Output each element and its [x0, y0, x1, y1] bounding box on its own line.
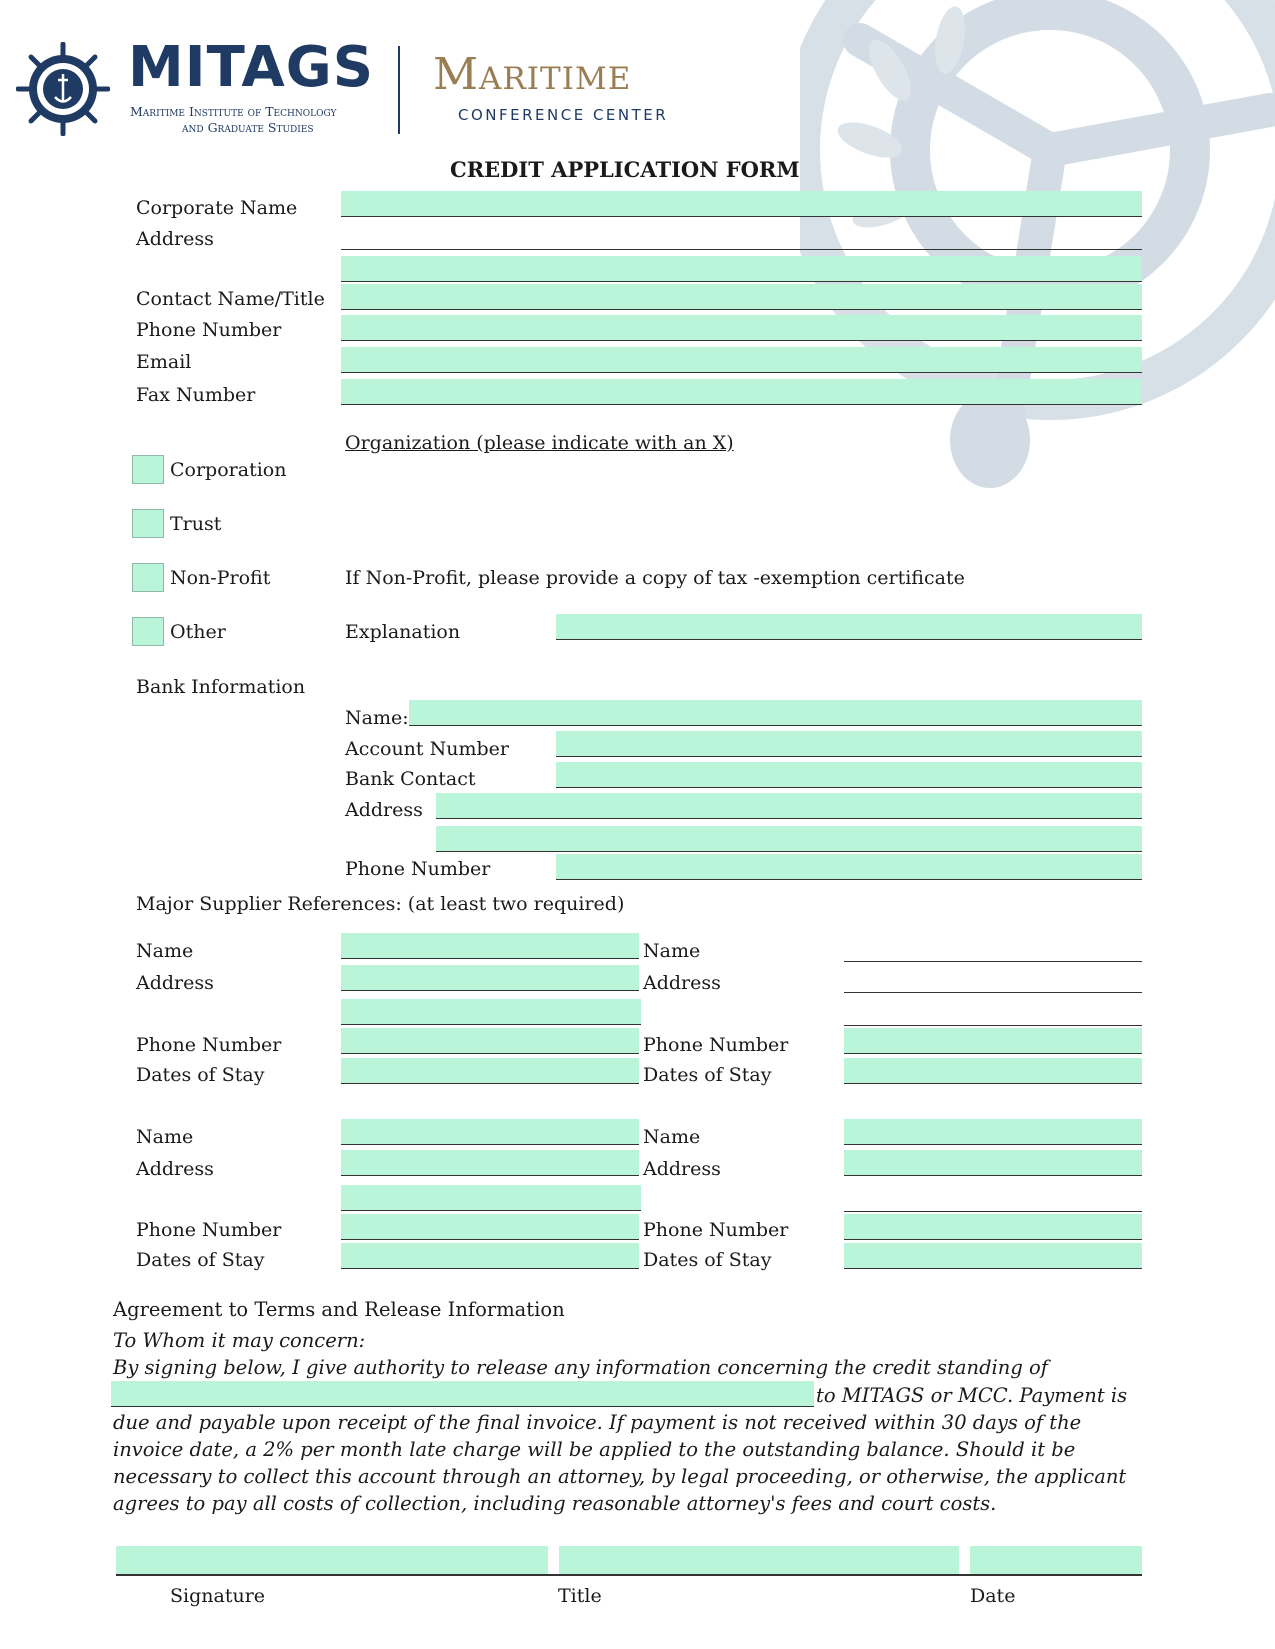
ref2-phone-field[interactable]: [844, 1028, 1142, 1054]
bank-name-label: Name:: [345, 707, 409, 729]
fax-field[interactable]: [341, 379, 1142, 405]
bank-address-field-2[interactable]: [436, 826, 1142, 852]
ref3-address-field-2[interactable]: [341, 1185, 641, 1211]
ref1-dates-label: Dates of Stay: [136, 1064, 265, 1086]
ref2-name-field[interactable]: [844, 936, 1142, 962]
fax-label: Fax Number: [136, 384, 256, 406]
ref2-address-field-2[interactable]: [844, 1000, 1142, 1026]
date-label: Date: [970, 1585, 1016, 1607]
account-number-field[interactable]: [556, 731, 1142, 757]
mitags-subtitle-1: Maritime Institute of Technology: [130, 104, 337, 119]
account-number-label: Account Number: [345, 738, 509, 760]
ref3-phone-label: Phone Number: [136, 1219, 282, 1241]
bank-phone-label: Phone Number: [345, 858, 491, 880]
bank-phone-field[interactable]: [556, 854, 1142, 880]
agreement-line-6: necessary to collect this account through an attorney, by legal proceeding, or otherwise, the applicant: [113, 1465, 1127, 1488]
agreement-line-2: By signing below, I give authority to release any information concerning the credit standing of: [113, 1356, 1048, 1379]
ref2-dates-field[interactable]: [844, 1058, 1142, 1084]
ref2-address-field-1[interactable]: [844, 967, 1142, 993]
ref1-address-label: Address: [136, 972, 214, 994]
email-label: Email: [136, 351, 192, 373]
ship-wheel-icon: [16, 42, 110, 136]
nonprofit-note: If Non-Profit, please provide a copy of tax -exemption certificate: [345, 567, 965, 589]
ref1-address-field-1[interactable]: [341, 965, 639, 991]
agreement-line-1: To Whom it may concern:: [113, 1329, 366, 1352]
ref4-dates-field[interactable]: [844, 1243, 1142, 1269]
ref4-address-field-2[interactable]: [844, 1186, 1142, 1212]
nonprofit-label: Non-Profit: [170, 567, 271, 589]
bank-contact-field[interactable]: [556, 762, 1142, 788]
title-field[interactable]: [559, 1546, 959, 1574]
form-title: CREDIT APPLICATION FORM: [450, 157, 800, 182]
ref2-address-label: Address: [643, 972, 721, 994]
contact-name-field[interactable]: [341, 284, 1142, 310]
contact-name-label: Contact Name/Title: [136, 288, 325, 310]
signature-line: [116, 1574, 1142, 1576]
ref3-name-field[interactable]: [341, 1119, 639, 1145]
suppliers-heading: Major Supplier References: (at least two required): [136, 893, 625, 915]
ref4-dates-label: Dates of Stay: [643, 1249, 772, 1271]
ref2-name-label: Name: [643, 940, 701, 962]
ref3-dates-label: Dates of Stay: [136, 1249, 265, 1271]
title-label: Title: [558, 1585, 602, 1607]
ref3-address-label: Address: [136, 1158, 214, 1180]
email-field[interactable]: [341, 347, 1142, 373]
bank-address-field-1[interactable]: [436, 793, 1142, 819]
phone-field[interactable]: [341, 315, 1142, 341]
corporation-label: Corporation: [170, 459, 287, 481]
ref4-phone-field[interactable]: [844, 1214, 1142, 1240]
logo-divider: [398, 46, 400, 134]
agreement-line-4: due and payable upon receipt of the final invoice. If payment is not received within 30 days of the: [113, 1411, 1082, 1434]
address-label: Address: [136, 228, 214, 250]
trust-checkbox[interactable]: [132, 509, 164, 538]
agreement-line-5: invoice date, a 2% per month late charge will be applied to the outstanding balance. Should it be: [113, 1438, 1076, 1461]
ref4-name-label: Name: [643, 1126, 701, 1148]
mitags-logo: [16, 42, 110, 140]
bank-contact-label: Bank Contact: [345, 768, 476, 790]
ref2-dates-label: Dates of Stay: [643, 1064, 772, 1086]
mitags-wordmark: MITAGS: [128, 35, 375, 100]
ref4-phone-label: Phone Number: [643, 1219, 789, 1241]
other-label: Other: [170, 621, 226, 643]
ref1-phone-label: Phone Number: [136, 1034, 282, 1056]
phone-label: Phone Number: [136, 319, 282, 341]
ref1-name-label: Name: [136, 940, 194, 962]
ref3-address-field-1[interactable]: [341, 1150, 639, 1176]
bank-heading: Bank Information: [136, 676, 306, 698]
corporate-name-label: Corporate Name: [136, 197, 298, 219]
ref1-dates-field[interactable]: [341, 1058, 639, 1084]
agreement-heading: Agreement to Terms and Release Information: [113, 1298, 565, 1321]
ref2-phone-label: Phone Number: [643, 1034, 789, 1056]
signature-field[interactable]: [116, 1546, 548, 1574]
address-field-2[interactable]: [341, 256, 1142, 282]
trust-label: Trust: [170, 513, 222, 535]
ref3-phone-field[interactable]: [341, 1214, 639, 1240]
corporate-name-field[interactable]: [341, 191, 1142, 217]
bank-address-label: Address: [345, 799, 423, 821]
other-checkbox[interactable]: [132, 617, 164, 646]
ref4-name-field[interactable]: [844, 1119, 1142, 1145]
agreement-line-7: agrees to pay all costs of collection, including reasonable attorney's fees and court costs.: [113, 1492, 997, 1515]
ref1-name-field[interactable]: [341, 933, 639, 959]
organization-heading: Organization (please indicate with an X): [345, 432, 734, 454]
ref4-address-field-1[interactable]: [844, 1150, 1142, 1176]
signature-label: Signature: [170, 1585, 266, 1607]
maritime-wordmark: Maritime: [433, 49, 632, 100]
ref4-address-label: Address: [643, 1158, 721, 1180]
conference-center-label: CONFERENCE CENTER: [458, 106, 669, 124]
mitags-subtitle-2: and Graduate Studies: [182, 120, 314, 135]
bank-name-field[interactable]: [409, 700, 1142, 726]
address-field-1[interactable]: [341, 224, 1142, 250]
ref3-name-label: Name: [136, 1126, 194, 1148]
ref3-dates-field[interactable]: [341, 1243, 639, 1269]
explanation-label: Explanation: [345, 621, 461, 643]
ref1-phone-field[interactable]: [341, 1028, 639, 1054]
corporation-checkbox[interactable]: [132, 455, 164, 484]
applicant-name-field[interactable]: [111, 1381, 814, 1407]
date-field[interactable]: [970, 1546, 1142, 1574]
ref1-address-field-2[interactable]: [341, 999, 641, 1025]
explanation-field[interactable]: [556, 614, 1142, 640]
nonprofit-checkbox[interactable]: [132, 563, 164, 592]
agreement-line-3: to MITAGS or MCC. Payment is: [816, 1384, 1128, 1407]
